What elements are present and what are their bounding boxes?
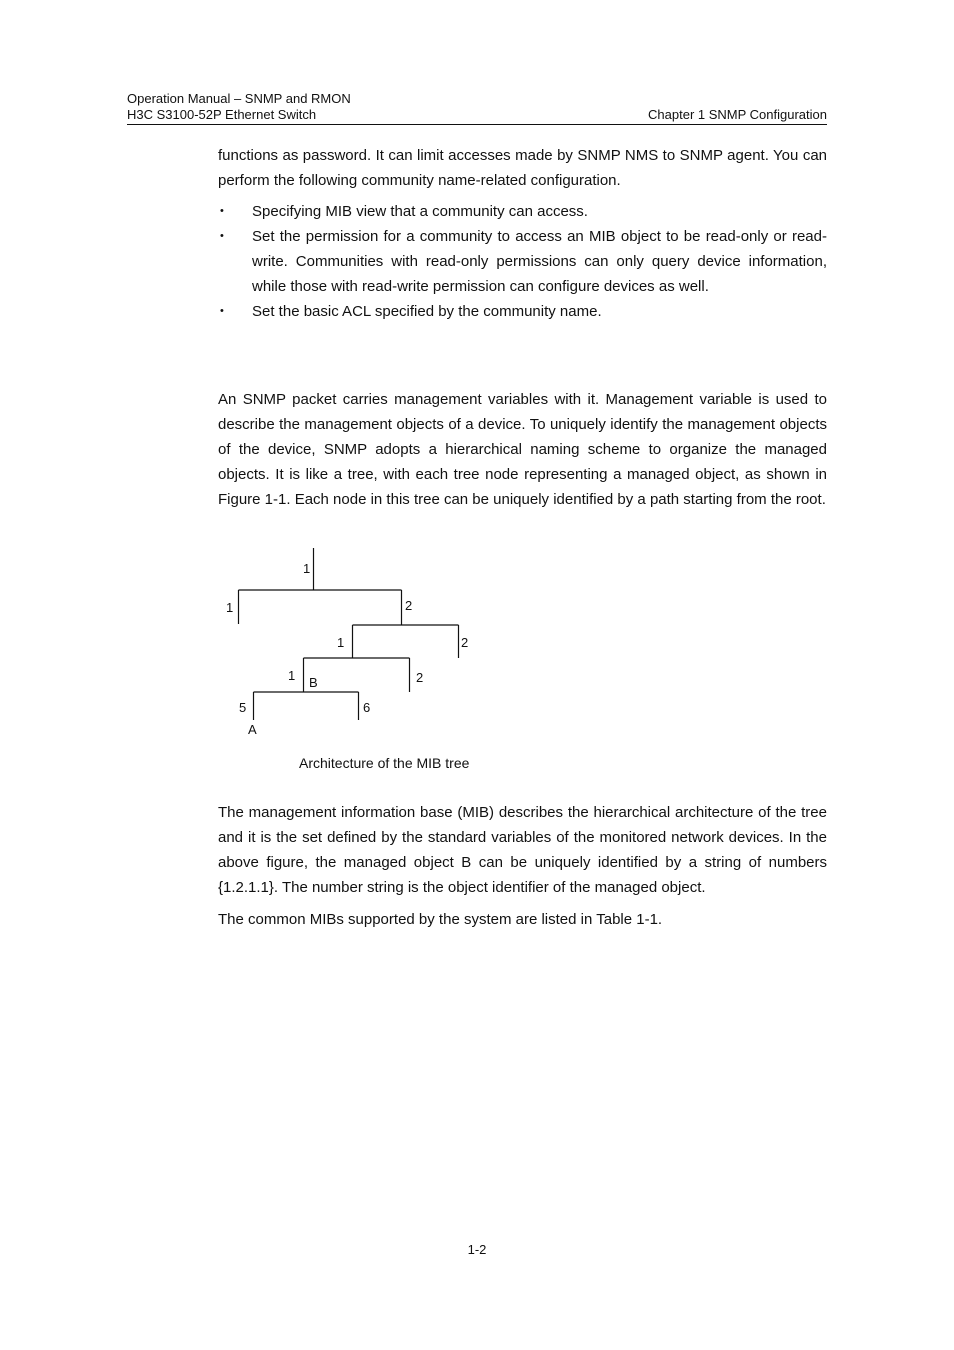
table-reference-paragraph: The common MIBs supported by the system are listed in Table 1-1. bbox=[218, 911, 663, 928]
intro-paragraph: functions as password. It can limit accesses made by SNMP NMS to SNMP agent. You can perform the following community name-related configuration. bbox=[218, 147, 827, 189]
tree-label: 1 bbox=[288, 668, 296, 683]
tree-label: 1 bbox=[303, 561, 311, 576]
tree-label: 1 bbox=[226, 600, 234, 615]
product-name: H3C S3100-52P Ethernet Switch bbox=[127, 107, 317, 122]
list-item: • Specifying MIB view that a community can access. bbox=[218, 199, 827, 224]
mib-tree-diagram bbox=[218, 545, 488, 745]
list-item: • Set the basic ACL specified by the community name. bbox=[218, 299, 827, 324]
chapter-title: Chapter 1 SNMP Configuration bbox=[648, 107, 827, 122]
page-number: 1-2 bbox=[467, 1242, 487, 1257]
list-item: • Set the permission for a community to access an MIB object to be read-only or read-write. Communities with read-only permissions can only query device information, while those with read-write permission can configure devices as well. bbox=[218, 224, 827, 299]
bullet-icon: • bbox=[220, 305, 224, 317]
tree-label: 1 bbox=[337, 635, 345, 650]
figure-caption: Architecture of the MIB tree bbox=[299, 755, 470, 771]
header-rule bbox=[127, 124, 827, 125]
running-header-left bbox=[127, 91, 351, 123]
tree-label: 2 bbox=[416, 670, 424, 685]
bullet-icon: • bbox=[220, 205, 224, 217]
tree-label: 2 bbox=[461, 635, 469, 650]
bullet-list bbox=[218, 199, 827, 324]
bullet-icon: • bbox=[220, 230, 224, 242]
mib-intro-paragraph: An SNMP packet carries management variables with it. Management variable is used to describe the management objects of a device. To uniquely identify the management objects of the device, SNMP adopts a hierarchical naming scheme to organize the managed objects. It is like a tree, with each tree node representing a managed object, as shown in Figure 1-1. Each node in this tree can be uniquely identified by a path starting from the root. bbox=[218, 391, 827, 508]
tree-label: 6 bbox=[363, 700, 371, 715]
mib-description-paragraph: The management information base (MIB) describes the hierarchical architecture of the tree and it is the set defined by the standard variables of the monitored network devices. In the above figure, the managed object B can be uniquely identified by a string of numbers {1.2.1.1}. The number string is the object identifier of the managed object. bbox=[218, 804, 827, 896]
manual-title: Operation Manual – SNMP and RMON bbox=[127, 91, 351, 106]
tree-node-b-label: B bbox=[309, 675, 318, 690]
tree-label: 2 bbox=[405, 598, 413, 613]
tree-label: 5 bbox=[239, 700, 247, 715]
tree-node-a-label: A bbox=[248, 722, 257, 737]
